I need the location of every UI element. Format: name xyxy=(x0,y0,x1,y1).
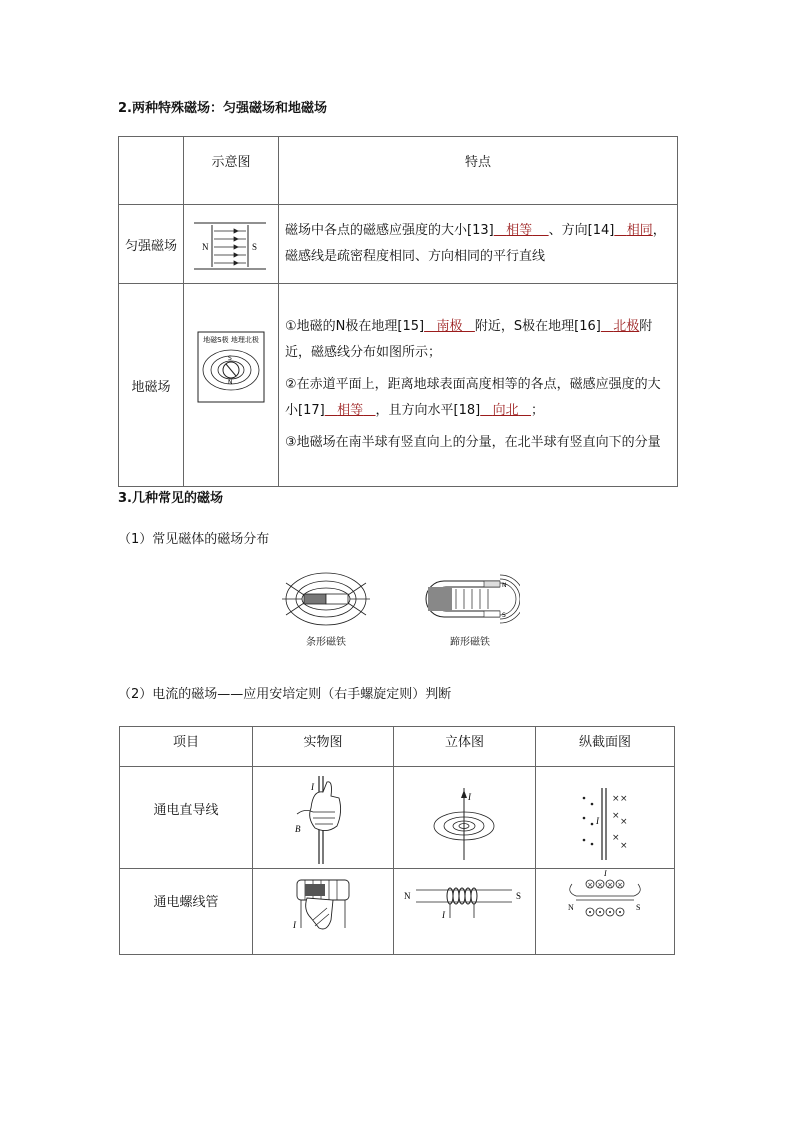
straight-wire-section-cell xyxy=(536,767,675,869)
earth-field-features xyxy=(279,284,678,487)
earth-field-diagram xyxy=(184,284,278,486)
svg-text:×: × xyxy=(612,832,620,843)
uniform-text-b: 、方向[14] xyxy=(548,223,615,238)
svg-text:×: × xyxy=(607,880,613,889)
header-physical: 实物图 xyxy=(253,727,394,767)
solenoid-name: 通电螺线管 xyxy=(120,869,253,955)
uniform-field-name: 匀强磁场 xyxy=(119,205,184,284)
svg-text:×: × xyxy=(597,880,603,889)
uniform-field-diagram xyxy=(184,205,278,283)
straight-wire-section-diagram xyxy=(536,768,674,868)
uniform-text-a: 磁场中各点的磁感应强度的大小[13] xyxy=(285,223,494,238)
solenoid-3d-diagram xyxy=(394,870,535,954)
uniform-answer-14: 相同 xyxy=(626,223,653,238)
bar-magnet-caption: 条形磁铁 xyxy=(306,637,346,648)
earth-s-label: S xyxy=(228,355,232,362)
earth-point-1: ①地磁的N极在地理[15] 南极 附近，S极在地理[16] 北极附近，磁感线分布如图所示； xyxy=(285,319,653,360)
svg-text:×: × xyxy=(620,793,628,804)
svg-text:×: × xyxy=(612,810,620,821)
straight-wire-section-i-label: I xyxy=(596,815,599,826)
bar-magnet-figure xyxy=(280,565,372,648)
earth-diagram-caption: 地磁S极 地理北极 xyxy=(203,336,259,344)
horseshoe-magnet-caption: 蹄形磁铁 xyxy=(450,637,490,648)
straight-wire-3d-cell xyxy=(394,767,536,869)
section3-heading: 3.几种常见的磁场 xyxy=(118,491,223,506)
solenoid-3d-s-label: S xyxy=(516,890,522,901)
solenoid-section-s-label: S xyxy=(636,902,641,912)
earth-answer-18: 向北 xyxy=(492,403,519,418)
earth-point-2: ②在赤道平面上，距离地球表面高度相等的各点，磁感应强度的大小[17] 相等 ，且方向水平[18] 向北 ； xyxy=(285,377,661,418)
straight-wire-3d-diagram xyxy=(394,768,535,868)
section3-sub2: （2）电流的磁场——应用安培定则（右手螺旋定则）判断 xyxy=(118,687,452,702)
horseshoe-magnet-figure xyxy=(420,565,520,648)
straight-wire-3d-i-label: I xyxy=(468,791,471,802)
solenoid-3d-i-label: I xyxy=(442,909,445,920)
header-section: 纵截面图 xyxy=(536,727,675,767)
header-blank xyxy=(119,137,184,205)
solenoid-section-diagram xyxy=(536,870,674,954)
earth-answer-17: 相等 xyxy=(337,403,364,418)
straight-wire-hand-diagram xyxy=(253,768,393,868)
section3-sub1: （1）常见磁体的磁场分布 xyxy=(118,532,270,547)
earth-point-3: ③地磁场在南半球有竖直向上的分量，在北半球有竖直向下的分量 xyxy=(285,435,661,450)
solenoid-i-label: I xyxy=(293,919,296,930)
uniform-n-label: N xyxy=(202,242,209,252)
header-item: 项目 xyxy=(120,727,253,767)
uniform-answer-13: 相等 xyxy=(506,223,533,238)
straight-wire-physical-cell xyxy=(253,767,394,869)
horseshoe-magnet-diagram xyxy=(420,565,520,633)
straight-wire-i-label: I xyxy=(311,781,314,792)
solenoid-section-n-label: N xyxy=(568,902,574,912)
svg-text:×: × xyxy=(587,880,593,889)
uniform-s-label: S xyxy=(252,242,258,252)
svg-text:×: × xyxy=(620,816,628,827)
header-3d: 立体图 xyxy=(394,727,536,767)
earth-answer-15: 南极 xyxy=(436,319,463,334)
svg-text:×: × xyxy=(612,793,620,804)
header-diagram: 示意图 xyxy=(184,137,279,205)
uniform-field-diagram-cell xyxy=(184,205,279,284)
current-field-table xyxy=(119,726,675,955)
uniform-text-c: ，磁感线是疏密程度相同、方向相同的平行直线 xyxy=(285,223,666,264)
straight-wire-b-label: B xyxy=(295,823,301,834)
solenoid-3d-n-label: N xyxy=(404,890,411,901)
bar-magnet-diagram xyxy=(280,565,372,633)
svg-text:×: × xyxy=(617,880,623,889)
solenoid-hand-diagram xyxy=(253,870,393,954)
header-features: 特点 xyxy=(279,137,678,205)
earth-n-label: N xyxy=(228,379,233,386)
solenoid-section-cell xyxy=(536,869,675,955)
solenoid-section-i-label: I xyxy=(604,869,607,878)
horseshoe-s-label: S xyxy=(502,612,506,619)
solenoid-3d-cell xyxy=(394,869,536,955)
special-fields-table xyxy=(118,136,678,487)
solenoid-physical-cell xyxy=(253,869,394,955)
earth-field-name: 地磁场 xyxy=(119,284,184,487)
horseshoe-n-label: N xyxy=(502,582,507,589)
earth-field-diagram-cell xyxy=(184,284,279,487)
svg-text:×: × xyxy=(620,840,628,851)
section2-heading: 2.两种特殊磁场：匀强磁场和地磁场 xyxy=(118,101,327,116)
straight-wire-name: 通电直导线 xyxy=(120,767,253,869)
uniform-field-features xyxy=(279,205,678,284)
earth-answer-16: 北极 xyxy=(613,319,640,334)
